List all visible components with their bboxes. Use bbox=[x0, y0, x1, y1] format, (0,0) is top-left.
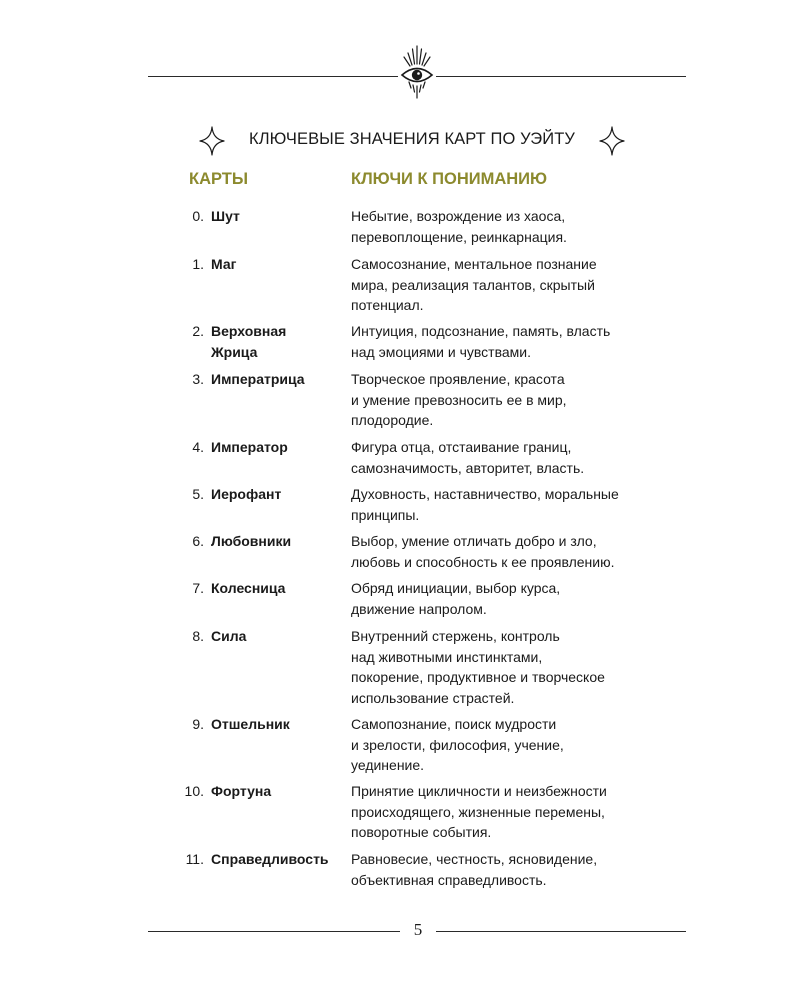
card-name: Отшельник bbox=[211, 716, 290, 732]
card-description: Интуиция, подсознание, память, власть над эмоциями и чувствами. bbox=[351, 323, 611, 360]
card-name: Фортуна bbox=[211, 783, 272, 799]
top-divider-left bbox=[148, 76, 398, 77]
card-description: Небытие, возрождение из хаоса, перевоплощение, реинкарнация. bbox=[351, 208, 567, 245]
card-name: Верховная Жрица bbox=[211, 323, 287, 360]
card-description: Самопознание, поиск мудрости и зрелости, философия, учение, уединение. bbox=[351, 716, 564, 773]
card-name: Маг bbox=[211, 256, 237, 272]
column-header-cards: КАРТЫ bbox=[189, 170, 249, 188]
card-name: Сила bbox=[211, 628, 247, 644]
bottom-divider-left bbox=[148, 931, 400, 932]
card-number: 1. bbox=[192, 256, 204, 272]
top-divider-right bbox=[436, 76, 686, 77]
card-description: Равновесие, честность, ясновидение, объективная справедливость. bbox=[351, 851, 598, 888]
card-number: 4. bbox=[192, 439, 204, 455]
card-number: 3. bbox=[192, 371, 204, 387]
card-number: 8. bbox=[192, 628, 204, 644]
card-number: 7. bbox=[192, 580, 204, 596]
card-description: Фигура отца, отстаивание границ, самозначимость, авторитет, власть. bbox=[351, 439, 585, 476]
card-name: Любовники bbox=[211, 533, 292, 549]
card-name: Шут bbox=[211, 208, 240, 224]
card-number: 2. bbox=[192, 323, 204, 339]
four-point-star-icon bbox=[199, 126, 225, 156]
card-name: Иерофант bbox=[211, 486, 282, 502]
card-description: Духовность, наставничество, моральные принципы. bbox=[351, 486, 619, 523]
card-number: 9. bbox=[192, 716, 204, 732]
card-description: Принятие цикличности и неизбежности происходящего, жизненные перемены, поворотные события. bbox=[351, 783, 607, 840]
eye-emblem-icon bbox=[398, 44, 436, 100]
card-number: 10. bbox=[184, 783, 204, 799]
card-number: 11. bbox=[185, 851, 204, 867]
card-description: Внутренний стержень, контроль над животными инстинктами, покорение, продуктивное и творческое использование страстей. bbox=[351, 628, 605, 706]
card-name: Колесница bbox=[211, 580, 286, 596]
card-name: Императрица bbox=[211, 371, 305, 387]
card-name: Справедливость bbox=[211, 851, 329, 867]
page-title: КЛЮЧЕВЫЕ ЗНАЧЕНИЯ КАРТ ПО УЭЙТУ bbox=[249, 130, 575, 148]
card-name: Император bbox=[211, 439, 288, 455]
bottom-divider-right bbox=[436, 931, 686, 932]
four-point-star-icon bbox=[599, 126, 625, 156]
card-description: Обряд инициации, выбор курса, движение напролом. bbox=[351, 580, 561, 617]
card-description: Выбор, умение отличать добро и зло, любовь и способность к ее проявлению. bbox=[351, 533, 615, 570]
card-description: Самосознание, ментальное познание мира, реализация талантов, скрытый потенциал. bbox=[351, 256, 597, 313]
column-header-keys: КЛЮЧИ К ПОНИМАНИЮ bbox=[351, 170, 548, 188]
card-number: 5. bbox=[192, 486, 204, 502]
card-description: Творческое проявление, красота и умение превозносить ее в мир, плодородие. bbox=[351, 371, 567, 428]
title-row bbox=[0, 126, 800, 156]
card-number: 6. bbox=[192, 533, 204, 549]
card-number: 0. bbox=[192, 208, 204, 224]
page-number: 5 bbox=[413, 920, 423, 939]
